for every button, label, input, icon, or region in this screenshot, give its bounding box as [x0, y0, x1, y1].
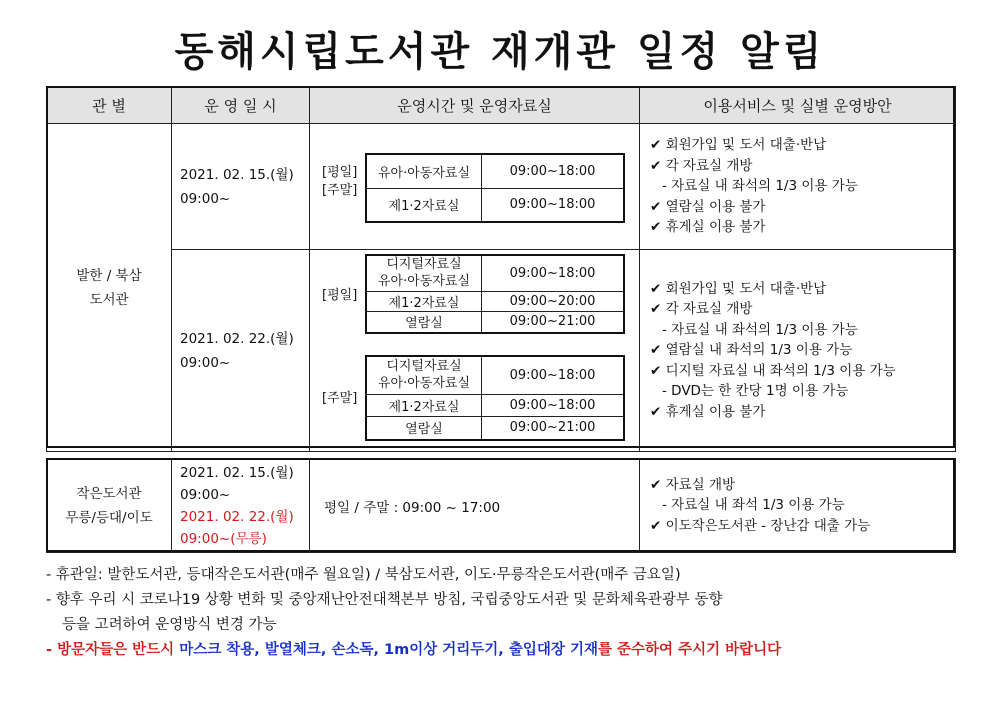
hours-cell: 평일 / 주말 : 09:00 ~ 17:00	[310, 459, 640, 553]
room-hours: 09:00~18:00	[482, 154, 625, 188]
service-item: ✔ 열람실 내 좌석의 1/3 이용 가능	[650, 342, 853, 359]
hours-cell	[310, 124, 640, 250]
header-date: 운 영 일 시	[172, 87, 310, 124]
service-item: ✔ 디지털 자료실 내 좌석의 1/3 이용 가능	[650, 362, 896, 379]
note-closed-days: - 휴관일: 발한도서관, 등대작은도서관(매주 월요일) / 북삼도서관, 이도·무릉작은도서관(매주 금요일)	[46, 567, 681, 583]
room-hours: 09:00~18:00	[482, 394, 625, 416]
service-item: ✔ 각 자료실 개방	[650, 157, 753, 174]
service-subitem: - DVD는 한 칸당 1명 이용 가능	[662, 383, 849, 400]
room-name: 유아·아동자료실	[366, 154, 482, 188]
room-name: 열람실	[366, 416, 482, 440]
header-services: 이용서비스 및 실별 운영방안	[640, 87, 956, 124]
service-item: ✔ 휴게실 이용 불가	[650, 219, 766, 236]
room-hours-table	[365, 153, 625, 223]
room-hours: 09:00~21:00	[482, 416, 625, 440]
weekend-tag: [주말]	[322, 391, 358, 406]
service-item: ✔ 열람실 이용 불가	[650, 198, 766, 215]
service-item: ✔ 회원가입 및 도서 대출·반납	[650, 137, 827, 154]
room-name: 제1·2자료실	[366, 188, 482, 222]
weekday-tag: [평일]	[322, 288, 358, 303]
room-hours: 09:00~18:00	[482, 356, 625, 394]
services-cell	[640, 459, 956, 553]
open-date-cell: 2021. 02. 15.(월) 09:00~ 2021. 02. 22.(월) 09:00~(무릉)	[172, 459, 310, 553]
services-cell	[640, 250, 956, 452]
schedule-table-main	[46, 86, 956, 452]
room-hours: 09:00~20:00	[482, 291, 625, 311]
header-hours: 운영시간 및 운영자료실	[310, 87, 640, 124]
room-hours: 09:00~21:00	[482, 311, 625, 333]
reopen-time-highlight: 09:00~(무릉)	[180, 530, 267, 547]
service-item: ✔ 이도작은도서관 - 장난감 대출 가능	[650, 517, 871, 534]
weekend-room-hours-table	[365, 355, 625, 441]
room-name: 제1·2자료실	[366, 394, 482, 416]
service-subitem: - 자료실 내 좌석의 1/3 이용 가능	[662, 178, 858, 195]
service-item: ✔ 휴게실 이용 불가	[650, 403, 766, 420]
service-item: ✔ 각 자료실 개방	[650, 301, 753, 318]
note-visitor-rules: - 방문자들은 반드시 마스크 착용, 발열체크, 손소독, 1m이상 거리두기, 출입대장 기재를 준수하여 주시기 바랍니다	[46, 642, 782, 658]
weekday-weekend-tag: [평일] [주말]	[322, 165, 358, 198]
library-name-balhan-buksam: 발한 / 북삼 도서관	[47, 124, 172, 452]
notes-section	[46, 563, 976, 663]
reopen-date-highlight: 2021. 02. 22.(월)	[180, 508, 294, 525]
service-subitem: - 자료실 내 좌석 1/3 이용 가능	[662, 497, 845, 514]
open-date-cell: 2021. 02. 22.(월) 09:00~	[172, 250, 310, 452]
library-name-small: 작은도서관 무릉/등대/이도	[47, 459, 172, 553]
room-name: 제1·2자료실	[366, 291, 482, 311]
service-item: ✔ 회원가입 및 도서 대출·반납	[650, 280, 827, 297]
room-name: 디지털자료실 유아·아동자료실	[366, 356, 482, 394]
hours-cell	[310, 250, 640, 452]
room-name: 열람실	[366, 311, 482, 333]
room-hours: 09:00~18:00	[482, 255, 625, 291]
weekday-room-hours-table	[365, 254, 625, 334]
schedule-table-small-libraries	[46, 458, 956, 553]
room-hours: 09:00~18:00	[482, 188, 625, 222]
open-date-cell: 2021. 02. 15.(월) 09:00~	[172, 124, 310, 250]
services-cell	[640, 124, 956, 250]
note-policy-change-cont: 등을 고려하여 운영방식 변경 가능	[62, 617, 277, 633]
header-library: 관 별	[47, 87, 172, 124]
service-item: ✔ 자료실 개방	[650, 476, 736, 493]
visitor-rules-highlight: 마스크 착용, 발열체크, 손소독, 1m이상 거리두기, 출입대장 기재	[179, 642, 598, 658]
page-title: 동해시립도서관 재개관 일정 알림	[174, 29, 826, 75]
room-name: 디지털자료실 유아·아동자료실	[366, 255, 482, 291]
service-subitem: - 자료실 내 좌석의 1/3 이용 가능	[662, 321, 858, 338]
note-policy-change: - 향후 우리 시 코로나19 상황 변화 및 중앙재난안전대책본부 방침, 국립중앙도서관 및 문화체육관광부 동향	[46, 592, 723, 608]
